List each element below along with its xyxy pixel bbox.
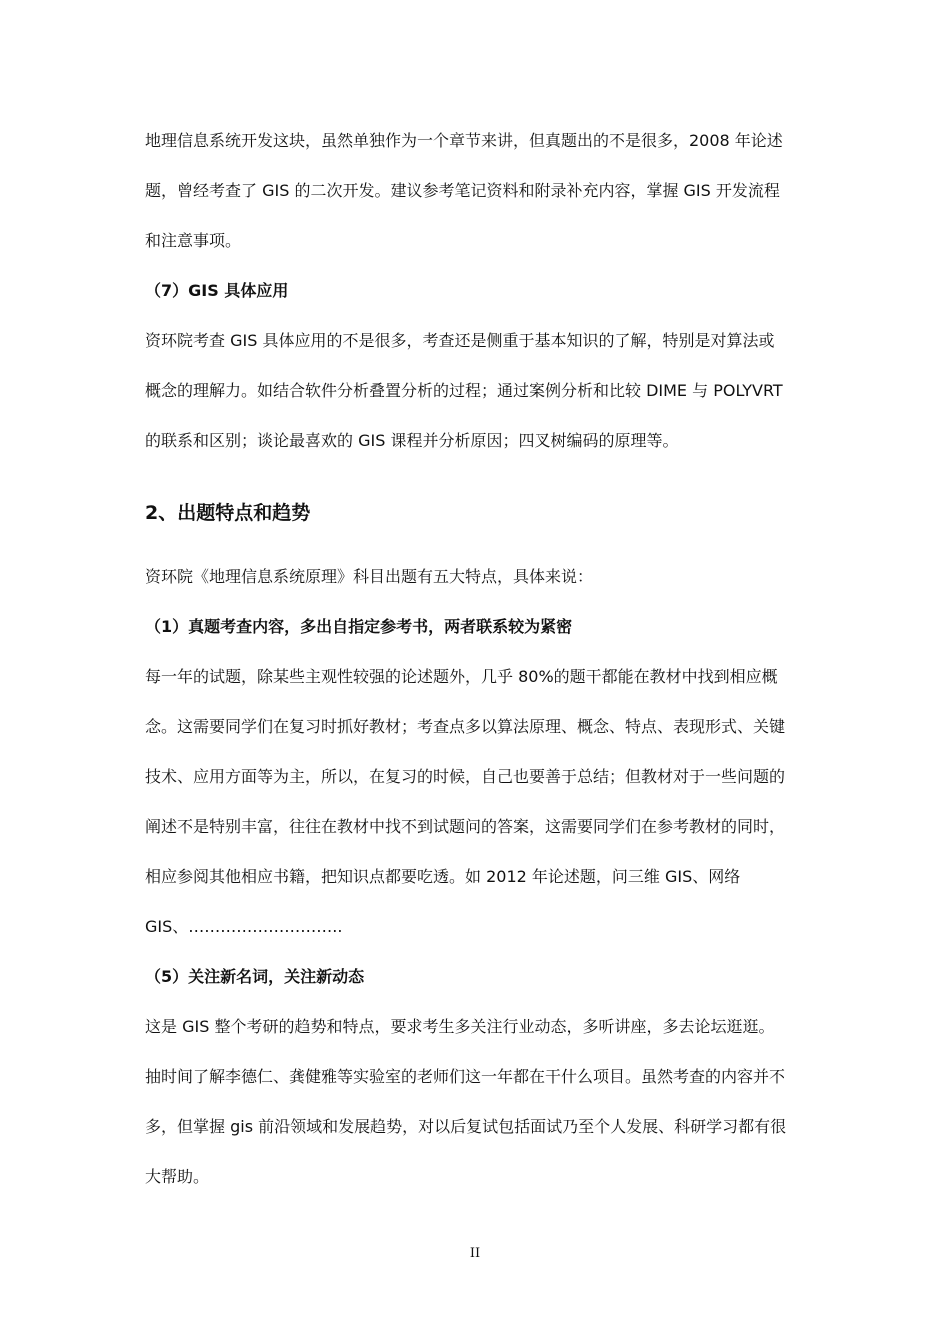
document-body	[145, 116, 807, 1202]
text-line: 相应参阅其他相应书籍，把知识点都要吃透。如 2012 年论述题，问三维 GIS、网络	[145, 867, 741, 886]
text-line: 抽时间了解李德仁、龚健雅等实验室的老师们这一年都在干什么项目。虽然考查的内容并不	[145, 1067, 786, 1086]
paragraph-gis-development	[145, 116, 807, 266]
text-line: 资环院考查 GIS 具体应用的不是很多，考查还是侧重于基本知识的了解，特别是对算法或	[145, 331, 775, 350]
text-line: 这是 GIS 整个考研的趋势和特点，要求考生多关注行业动态，多听讲座，多去论坛逛逛。	[145, 1017, 775, 1036]
text-line: 多，但掌握 gis 前沿领域和发展趋势，对以后复试包括面试乃至个人发展、科研学习都有很	[145, 1117, 787, 1136]
text-line: 概念的理解力。如结合软件分析叠置分析的过程；通过案例分析和比较 DIME 与 POLYVRT	[145, 381, 783, 400]
paragraph-new-terms	[145, 1002, 807, 1202]
subheading-gis-application: （7）GIS 具体应用	[145, 281, 289, 300]
subheading-new-terms: （5）关注新名词，关注新动态	[145, 967, 365, 986]
text-line: 和注意事项。	[145, 231, 242, 250]
text-line: 地理信息系统开发这块，虽然单独作为一个章节来讲，但真题出的不是很多，2008 年论述	[145, 131, 783, 150]
section-heading-exam-features: 2、出题特点和趋势	[145, 502, 311, 524]
subheading-textbook-link: （1）真题考查内容，多出自指定参考书，两者联系较为紧密	[145, 617, 573, 636]
paragraph-gis-application	[145, 316, 807, 466]
paragraph-intro: 资环院《地理信息系统原理》科目出题有五大特点，具体来说：	[145, 567, 594, 586]
page-number: II	[469, 1246, 481, 1261]
paragraph-textbook-link	[145, 652, 807, 952]
text-line: 的联系和区别；谈论最喜欢的 GIS 课程并分析原因；四叉树编码的原理等。	[145, 431, 679, 450]
text-line: 阐述不是特别丰富，往往在教材中找不到试题问的答案，这需要同学们在参考教材的同时，	[145, 817, 786, 836]
text-line: 技术、应用方面等为主，所以，在复习的时候，自己也要善于总结；但教材对于一些问题的	[145, 767, 786, 786]
text-line: 题，曾经考查了 GIS 的二次开发。建议参考笔记资料和附录补充内容，掌握 GIS 开发流程	[145, 181, 780, 200]
text-line: GIS、………………………..	[145, 917, 343, 936]
text-line: 大帮助。	[145, 1167, 210, 1186]
text-line: 念。这需要同学们在复习时抓好教材；考查点多以算法原理、概念、特点、表现形式、关键	[145, 717, 786, 736]
text-line: 每一年的试题，除某些主观性较强的论述题外，几乎 80%的题干都能在教材中找到相应概	[145, 667, 778, 686]
